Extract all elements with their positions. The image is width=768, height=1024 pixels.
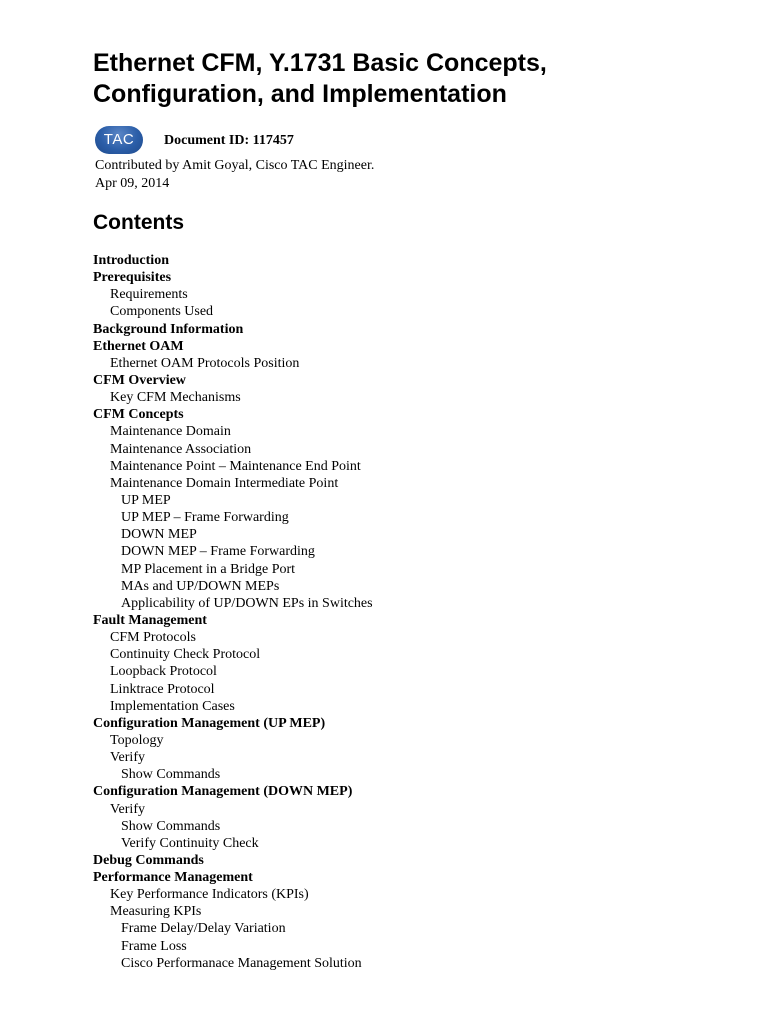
toc-link[interactable]: Configuration Management (DOWN MEP): [93, 784, 353, 800]
toc-link[interactable]: Maintenance Association: [110, 441, 252, 457]
toc-link[interactable]: Verify: [110, 801, 145, 817]
toc-link[interactable]: Ethernet OAM: [93, 338, 184, 354]
toc-link[interactable]: MAs and UP/DOWN MEPs: [121, 578, 280, 594]
toc-link[interactable]: Configuration Management (UP MEP): [93, 715, 326, 731]
document-id: Document ID: 117457: [164, 133, 294, 148]
toc-link[interactable]: Maintenance Domain Intermediate Point: [110, 475, 339, 491]
toc-link[interactable]: UP MEP: [121, 492, 171, 508]
toc-link[interactable]: Implementation Cases: [110, 698, 235, 714]
toc-link[interactable]: MP Placement in a Bridge Port: [121, 561, 296, 577]
toc-link[interactable]: Ethernet OAM Protocols Position: [110, 355, 300, 371]
toc-link[interactable]: Background Information: [93, 321, 244, 337]
toc-link[interactable]: CFM Overview: [93, 372, 186, 388]
toc-link[interactable]: Cisco Performanace Management Solution: [121, 955, 362, 971]
tac-logo: TAC: [95, 126, 143, 154]
toc-link[interactable]: Frame Delay/Delay Variation: [121, 921, 286, 937]
publish-date: Apr 09, 2014: [95, 176, 170, 191]
document-title: [93, 48, 733, 110]
title-line-1: Ethernet CFM, Y.1731 Basic Concepts,: [93, 49, 547, 77]
toc-link[interactable]: Performance Management: [93, 870, 253, 886]
toc-link[interactable]: Frame Loss: [121, 938, 187, 954]
toc-link[interactable]: Fault Management: [93, 612, 207, 628]
toc-link[interactable]: Key Performance Indicators (KPIs): [110, 887, 309, 903]
toc-link[interactable]: CFM Concepts: [93, 407, 184, 423]
contributor-line: Contributed by Amit Goyal, Cisco TAC Engineer.: [95, 158, 375, 173]
toc-link[interactable]: Verify: [110, 750, 145, 766]
toc-link[interactable]: Requirements: [110, 287, 188, 303]
toc-link[interactable]: Measuring KPIs: [110, 904, 202, 920]
toc-link[interactable]: UP MEP – Frame Forwarding: [121, 510, 289, 526]
toc-link[interactable]: Debug Commands: [93, 852, 204, 868]
toc-link[interactable]: Maintenance Point – Maintenance End Point: [110, 458, 361, 474]
toc-link[interactable]: Loopback Protocol: [110, 664, 217, 680]
toc-link[interactable]: CFM Protocols: [110, 630, 196, 646]
toc-link[interactable]: Key CFM Mechanisms: [110, 390, 241, 406]
toc-link[interactable]: Verify Continuity Check: [121, 835, 259, 851]
toc-link[interactable]: Introduction: [93, 253, 169, 268]
toc-link[interactable]: Components Used: [110, 304, 214, 320]
toc-link[interactable]: Maintenance Domain: [110, 424, 231, 440]
title-line-2: Configuration, and Implementation: [93, 80, 507, 108]
table-of-contents: [93, 252, 693, 972]
toc-link[interactable]: Prerequisites: [93, 270, 172, 286]
toc-link[interactable]: Show Commands: [121, 818, 221, 834]
toc-link[interactable]: DOWN MEP – Frame Forwarding: [121, 544, 315, 560]
toc-link[interactable]: DOWN MEP: [121, 527, 197, 543]
toc-link[interactable]: Linktrace Protocol: [110, 681, 215, 697]
toc-link[interactable]: Continuity Check Protocol: [110, 647, 261, 663]
toc-link[interactable]: Topology: [110, 732, 164, 748]
contents-heading: Contents: [93, 211, 184, 234]
toc-link[interactable]: Show Commands: [121, 767, 221, 783]
toc-link[interactable]: Applicability of UP/DOWN EPs in Switches: [121, 595, 373, 611]
